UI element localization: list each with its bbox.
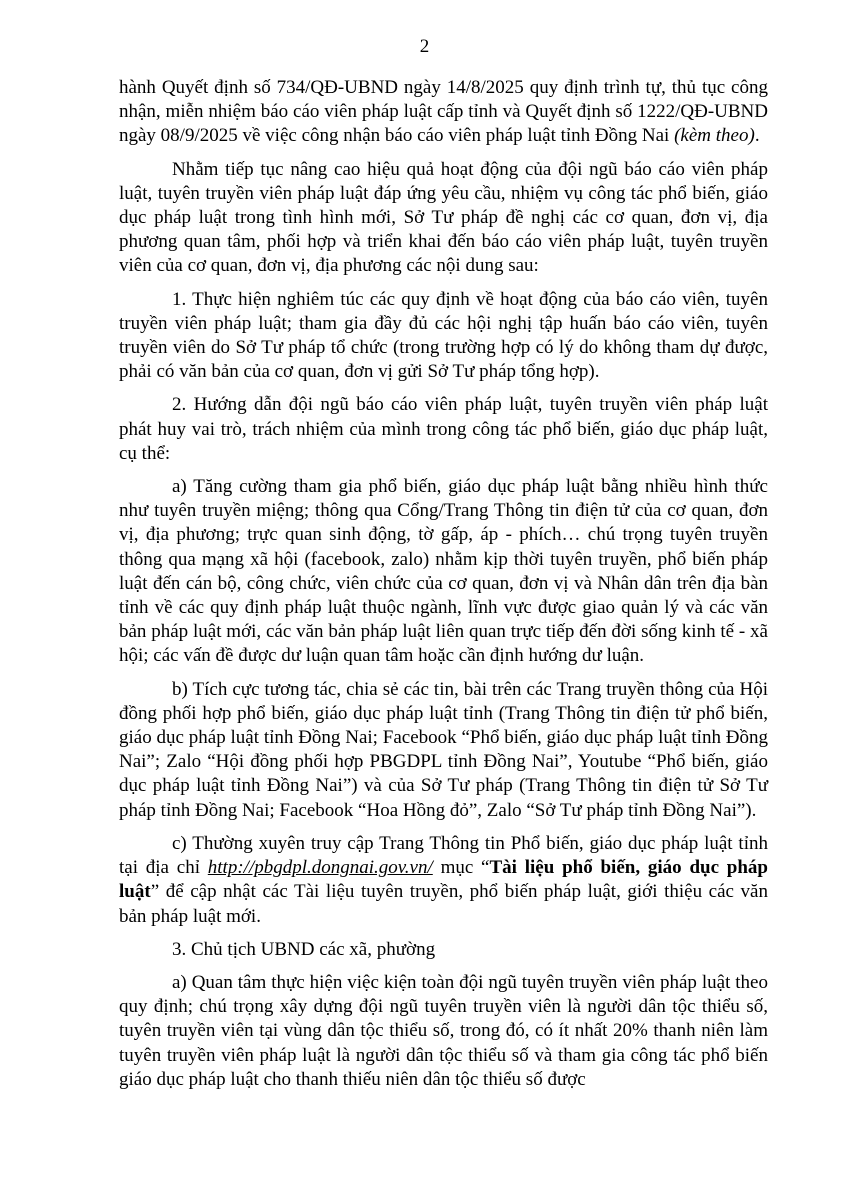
paragraph-text: c) Thường xuyên truy cập Trang Thông tin Phổ biến, giáo dục pháp luật tỉnh tại địa chỉ xyxy=(119,832,768,879)
paragraph-item-2c xyxy=(119,832,768,929)
paragraph-item-1: 1. Thực hiện nghiêm túc các quy định về hoạt động của báo cáo viên, tuyên truyền viên pháp luật; tham gia đầy đủ các hội nghị tập huấn báo cáo viên, tuyên truyền viên do Sở Tư pháp tổ chức (trong trường hợp có lý do không tham dự được, phải có văn bản của cơ quan, đơn vị gửi Sở Tư pháp tổng hợp). xyxy=(119,288,768,383)
paragraph-item-3a: a) Quan tâm thực hiện việc kiện toàn đội ngũ tuyên truyền viên pháp luật theo quy định; chú trọng xây dựng đội ngũ tuyên truyền viên là người dân tộc thiểu số, tuyên truyền viên tại vùng dân tộc thiểu số, trong đó, có ít nhất 20% thanh niên làm tuyên truyền viên pháp luật là người dân tộc thiểu số và tham gia công tác phổ biến giáo dục pháp luật cho thanh thiếu niên dân tộc thiểu số được xyxy=(119,971,768,1090)
paragraph-text-mid: mục “ xyxy=(432,857,490,879)
website-link[interactable]: http://pbgdpl.dongnai.gov.vn/ xyxy=(207,857,433,879)
paragraph-item-2a: a) Tăng cường tham gia phổ biến, giáo dục pháp luật bằng nhiều hình thức như tuyên truyền miệng; thông qua Cổng/Trang Thông tin điện tử của cơ quan, đơn vị, địa phương; trực quan sinh động, tờ gấp, áp - phích… chú trọng tuyên truyền thông qua mạng xã hội (facebook, zalo) nhằm kịp thời tuyên truyền, phổ biến pháp luật đến cán bộ, công chức, viên chức của cơ quan, đơn vị và Nhân dân trên địa bàn tỉnh về các quy định pháp luật thuộc ngành, lĩnh vực được giao quản lý và các văn bản pháp luật mới, các văn bản pháp luật liên quan trực tiếp đến đời sống kinh tế - xã hội; các vấn đề được dư luận quan tâm hoặc cần định hướng dư luận. xyxy=(119,476,768,667)
paragraph-intro: Nhằm tiếp tục nâng cao hiệu quả hoạt động của đội ngũ báo cáo viên pháp luật, tuyên truyền viên pháp luật đáp ứng yêu cầu, nhiệm vụ công tác phổ biến, giáo dục pháp luật trong tình hình mới, Sở Tư pháp đề nghị các cơ quan, đơn vị, địa phương quan tâm, phối hợp và triển khai đến báo cáo viên pháp luật, tuyên truyền viên của cơ quan, đơn vị, địa phương các nội dung sau: xyxy=(119,158,768,277)
paragraph-text-end: . xyxy=(754,125,760,147)
page-number: 2 xyxy=(419,36,430,57)
document-body xyxy=(119,76,768,1101)
paragraph-text: hành Quyết định số 734/QĐ-UBND ngày 14/8/2025 quy định trình tự, thủ tục công nhận, miễn nhiệm báo cáo viên pháp luật cấp tỉnh và Quyết định số 1222/QĐ-UBND ngày 08/9/2025 về việc công nhận báo cáo viên pháp luật tỉnh Đồng Nai xyxy=(119,77,768,147)
paragraph-item-3: 3. Chủ tịch UBND các xã, phường xyxy=(172,938,436,960)
paragraph-decision-reference xyxy=(119,76,768,149)
paragraph-item-2b: b) Tích cực tương tác, chia sẻ các tin, bài trên các Trang truyền thông của Hội đồng phối hợp phổ biến, giáo dục pháp luật tỉnh (Trang Thông tin điện tử phổ biến, giáo dục pháp luật tỉnh Đồng Nai; Facebook “Phổ biến, giáo dục pháp luật tỉnh Đồng Nai”; Zalo “Hội đồng phối hợp PBGDPL tỉnh Đồng Nai”, Youtube “Phổ biến, giáo dục pháp luật tỉnh Đồng Nai”) và của Sở Tư pháp (Trang Thông tin điện tử Sở Tư pháp tỉnh Đồng Nai; Facebook “Hoa Hồng đỏ”, Zalo “Sở Tư pháp tỉnh Đồng Nai”). xyxy=(119,678,768,821)
paragraph-item-2: 2. Hướng dẫn đội ngũ báo cáo viên pháp luật, tuyên truyền viên pháp luật phát huy vai trò, trách nhiệm của mình trong công tác phổ biến, giáo dục pháp luật, cụ thể: xyxy=(119,394,768,464)
section-name-bold: Tài liệu phổ biến, giáo dục pháp luật xyxy=(119,857,768,903)
paragraph-text-end: ” để cập nhật các Tài liệu tuyên truyền, phổ biến pháp luật, giới thiệu các văn bản pháp luật mới. xyxy=(119,881,768,927)
attachment-note: (kèm theo) xyxy=(674,125,755,147)
